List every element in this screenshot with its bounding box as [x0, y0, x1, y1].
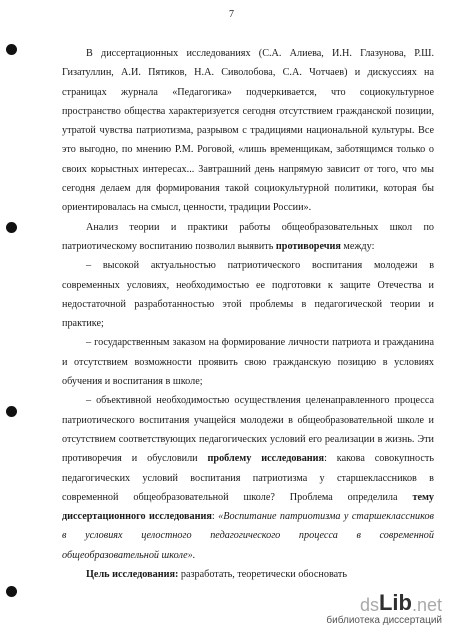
- text-run: :: [211, 511, 215, 523]
- text-run: Анализ теории и практики работы общеобразовательных школ по патриотическому воспитанию позволил выявить: [62, 221, 434, 252]
- binder-hole: [6, 44, 17, 55]
- text-run: : какова совокупность педагогических условий воспитания патриотизма у старшеклассников в современной общеобразовательной школе? Проблема определила: [62, 453, 434, 503]
- bold-term: тему диссертационного исследования: [62, 491, 434, 523]
- dissertation-title: «Воспитание патриотизма у старшеклассников в условиях целостного педагогического процесса в современной общеобразовательной школе».: [62, 511, 434, 561]
- bold-term: проблему исследования: [207, 453, 325, 465]
- list-item: – государственным заказом на формирование личности патриота и гражданина и отсутствием возможности проявить свою гражданскую позицию в условиях обучения и воспитания в школе;: [62, 337, 434, 388]
- paragraph: [62, 218, 434, 257]
- logo-text: .net: [411, 595, 442, 615]
- dslib-watermark: [294, 590, 444, 630]
- bold-term: Цель исследования:: [86, 569, 179, 581]
- dslib-logo: [360, 590, 442, 616]
- bold-term: противоречия: [275, 240, 341, 252]
- paragraph: В диссертационных исследованиях (С.А. Алиева, И.Н. Глазунова, Р.Ш. Гизатуллин, А.И. Пятиков, Н.А. Сиволобова, С.А. Чотчаев) и дискуссиях на страницах журнала «Педагогика» подчеркивается, что социокультурное пространство общества характеризуется сегодня отсутствием гражданской позиции, утратой чувства патриотизма, разрывом с традициями национальной культуры. Все это выгодно, по мнению Р.М. Роговой, «лишь временщикам, заботящимся только о своих корыстных интересах... Завтрашний день напрямую зависит от того, что мы сегодня делаем для формирования такой социокультурной политики, которая бы ориентировалась на смысл, ценности, традиции России».: [62, 48, 434, 214]
- binder-hole: [6, 222, 17, 233]
- watermark-subtitle: библиотека диссертаций: [326, 615, 442, 626]
- logo-text: ds: [359, 595, 379, 615]
- body-text: [62, 44, 434, 584]
- list-item: – высокой актуальностью патриотического воспитания молодежи в современных условиях, необходимостью ее подготовки к защите Отечества и недостаточной разработанностью этой проблемы в педагогической теории и практике;: [62, 260, 434, 330]
- list-item: [62, 391, 434, 565]
- text-run: – объективной необходимостью осуществления целенаправленного процесса патриотического воспитания учащейся молодежи в общеобразовательной школе и отсутствием соответствующих педагогических условий его реализации в жизнь. Эти противоречия и обусловили: [62, 395, 434, 465]
- binder-hole: [6, 586, 17, 597]
- paragraph: [62, 565, 434, 584]
- text-run: между:: [340, 240, 375, 252]
- page-number: 7: [229, 9, 234, 20]
- binder-hole: [6, 406, 17, 417]
- logo-text: Lib: [378, 590, 412, 615]
- text-run: разработать, теоретически обосновать: [178, 569, 347, 581]
